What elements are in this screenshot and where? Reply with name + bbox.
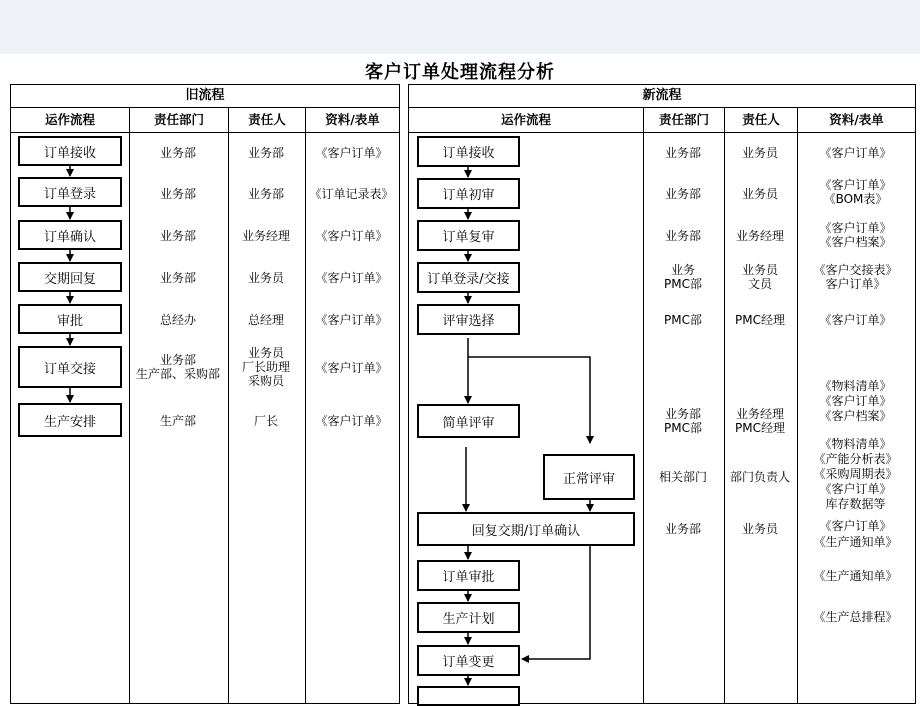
old-step-box: 订单确认 bbox=[18, 220, 122, 250]
new-dept-cell: 业务部 bbox=[664, 229, 701, 243]
old-dept-cell: 业务部 生产部、采购部 bbox=[135, 353, 220, 381]
new-form-cell: 《生产通知单》 bbox=[813, 569, 898, 583]
old-dept-cell: 业务部 bbox=[159, 187, 196, 201]
old-step-box: 订单交接 bbox=[18, 346, 122, 388]
old-col-flow: 运作流程 bbox=[11, 108, 129, 133]
old-form-cell: 《客户订单》 bbox=[315, 361, 388, 375]
new-col-form: 资料/表单 bbox=[798, 108, 915, 133]
new-person-cell: 业务员 bbox=[741, 522, 778, 536]
new-form-cell: 《客户订单》 bbox=[819, 146, 892, 160]
new-person-cell: 部门负责人 bbox=[729, 470, 790, 484]
old-person-cell: 业务部 bbox=[247, 187, 284, 201]
old-col-form: 资料/表单 bbox=[306, 108, 399, 133]
new-form-cell: 《生产总排程》 bbox=[813, 610, 898, 624]
old-col-dept: 责任部门 bbox=[130, 108, 228, 133]
new-dept-cell: 业务部 bbox=[664, 146, 701, 160]
new-form-cell: 《客户订单》 bbox=[819, 313, 892, 327]
old-form-cell: 《客户订单》 bbox=[315, 229, 388, 243]
old-step-box: 订单接收 bbox=[18, 136, 122, 166]
new-dept-cell: 业务部 bbox=[664, 187, 701, 201]
new-process-header: 新流程 bbox=[409, 85, 915, 108]
new-person-cell: 业务经理 PMC经理 bbox=[735, 407, 785, 435]
old-step-box: 审批 bbox=[18, 304, 122, 334]
old-step-box: 交期回复 bbox=[18, 262, 122, 292]
new-step-box: 订单初审 bbox=[417, 178, 520, 209]
new-col-flow: 运作流程 bbox=[409, 108, 643, 133]
new-dept-cell: 业务部 bbox=[664, 522, 701, 536]
new-step-box: 简单评审 bbox=[417, 404, 520, 438]
old-form-cell: 《客户订单》 bbox=[315, 271, 388, 285]
new-form-cell: 《客户订单》 《生产通知单》 bbox=[813, 519, 898, 549]
old-person-cell: 总经理 bbox=[247, 313, 284, 327]
new-step-box: 订单审批 bbox=[417, 560, 520, 591]
new-col-person: 责任人 bbox=[725, 108, 797, 133]
old-form-cell: 《客户订单》 bbox=[315, 146, 388, 160]
new-form-cell: 《物料清单》 《产能分析表》 《采购周期表》 《客户订单》 库存数据等 bbox=[813, 437, 898, 511]
old-person-cell: 业务员 bbox=[247, 271, 284, 285]
new-person-cell: 业务员 bbox=[741, 187, 778, 201]
old-dept-cell: 生产部 bbox=[159, 414, 196, 428]
old-step-box: 生产安排 bbox=[18, 403, 122, 437]
new-dept-cell: PMC部 bbox=[664, 313, 702, 327]
old-form-cell: 《客户订单》 bbox=[315, 414, 388, 428]
old-person-cell: 业务员 厂长助理 采购员 bbox=[241, 346, 290, 388]
new-step-box: 回复交期/订单确认 bbox=[417, 512, 635, 546]
old-step-box: 订单登录 bbox=[18, 177, 122, 207]
new-step-box: 订单接收 bbox=[417, 136, 520, 167]
old-person-cell: 业务部 bbox=[247, 146, 284, 160]
new-step-box: 订单登录/交接 bbox=[417, 262, 520, 293]
new-dept-cell: 相关部门 bbox=[658, 470, 707, 484]
old-form-cell: 《订单记录表》 bbox=[309, 187, 394, 201]
new-dept-cell: 业务 PMC部 bbox=[664, 263, 702, 291]
old-dept-cell: 业务部 bbox=[159, 229, 196, 243]
new-person-cell: 业务员 文员 bbox=[741, 263, 778, 291]
new-step-box: 订单复审 bbox=[417, 220, 520, 251]
new-form-cell: 《物料清单》 《客户订单》 《客户档案》 bbox=[819, 379, 892, 423]
new-form-cell: 《客户订单》 《BOM表》 bbox=[819, 178, 892, 206]
new-form-cell: 《客户订单》 《客户档案》 bbox=[819, 221, 892, 249]
old-dept-cell: 总经办 bbox=[159, 313, 196, 327]
old-col-person: 责任人 bbox=[229, 108, 305, 133]
new-step-box: 生产计划 bbox=[417, 602, 520, 633]
page-title: 客户订单处理流程分析 bbox=[365, 62, 555, 83]
old-dept-cell: 业务部 bbox=[159, 146, 196, 160]
old-person-cell: 厂长 bbox=[253, 414, 278, 428]
new-col-dept: 责任部门 bbox=[644, 108, 724, 133]
new-step-box: 正常评审 bbox=[543, 454, 635, 500]
new-form-cell: 《客户交接表》 客户订单》 bbox=[813, 263, 898, 291]
new-step-box: 订单变更 bbox=[417, 645, 520, 676]
old-person-cell: 业务经理 bbox=[241, 229, 290, 243]
new-person-cell: 业务经理 bbox=[735, 229, 784, 243]
new-dept-cell: 业务部 PMC部 bbox=[664, 407, 702, 435]
new-person-cell: PMC经理 bbox=[735, 313, 785, 327]
new-person-cell: 业务员 bbox=[741, 146, 778, 160]
old-dept-cell: 业务部 bbox=[159, 271, 196, 285]
old-process-header: 旧流程 bbox=[11, 85, 399, 108]
new-step-box: 评审选择 bbox=[417, 304, 520, 335]
old-form-cell: 《客户订单》 bbox=[315, 313, 388, 327]
